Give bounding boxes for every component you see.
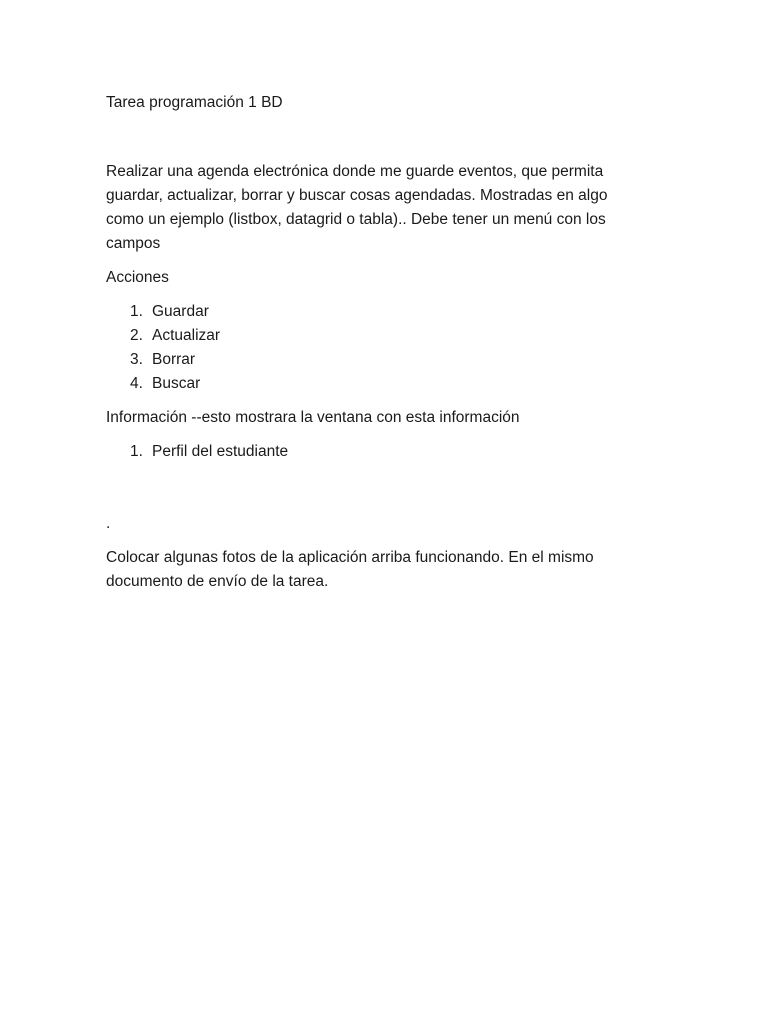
list-item <box>106 372 648 396</box>
acciones-list <box>106 300 648 396</box>
list-number: 4. <box>130 375 143 392</box>
list-item <box>106 300 648 324</box>
list-item <box>106 324 648 348</box>
blank-line <box>106 115 648 160</box>
list-item-label: Guardar <box>152 303 209 320</box>
list-item-label: Actualizar <box>152 327 221 344</box>
list-number: 1. <box>130 303 143 320</box>
closing-instructions: Colocar algunas fotos de la aplicación arriba funcionando. En el mismo documento de envío de la tarea. <box>106 549 594 590</box>
list-item <box>106 348 648 372</box>
informacion-list <box>106 440 648 464</box>
list-item <box>106 440 648 464</box>
dot-line: . <box>106 515 111 532</box>
informacion-heading: Información --esto mostrara la ventana con esta información <box>106 409 520 426</box>
document-title: Tarea programación 1 BD <box>106 94 283 111</box>
list-item-label: Buscar <box>152 375 201 392</box>
list-number: 3. <box>130 351 143 368</box>
list-number: 2. <box>130 327 143 344</box>
blank-line <box>106 474 648 512</box>
assignment-description: Realizar una agenda electrónica donde me guarde eventos, que permita guardar, actualizar, borrar y buscar cosas agendadas. Mostradas en algo como un ejemplo (listbox, datagrid o tabla).. Debe tener un menú con los campos <box>106 163 608 252</box>
list-number: 1. <box>130 443 143 460</box>
acciones-heading: Acciones <box>106 269 169 286</box>
list-item-label: Perfil del estudiante <box>152 443 289 460</box>
list-item-label: Borrar <box>152 351 196 368</box>
